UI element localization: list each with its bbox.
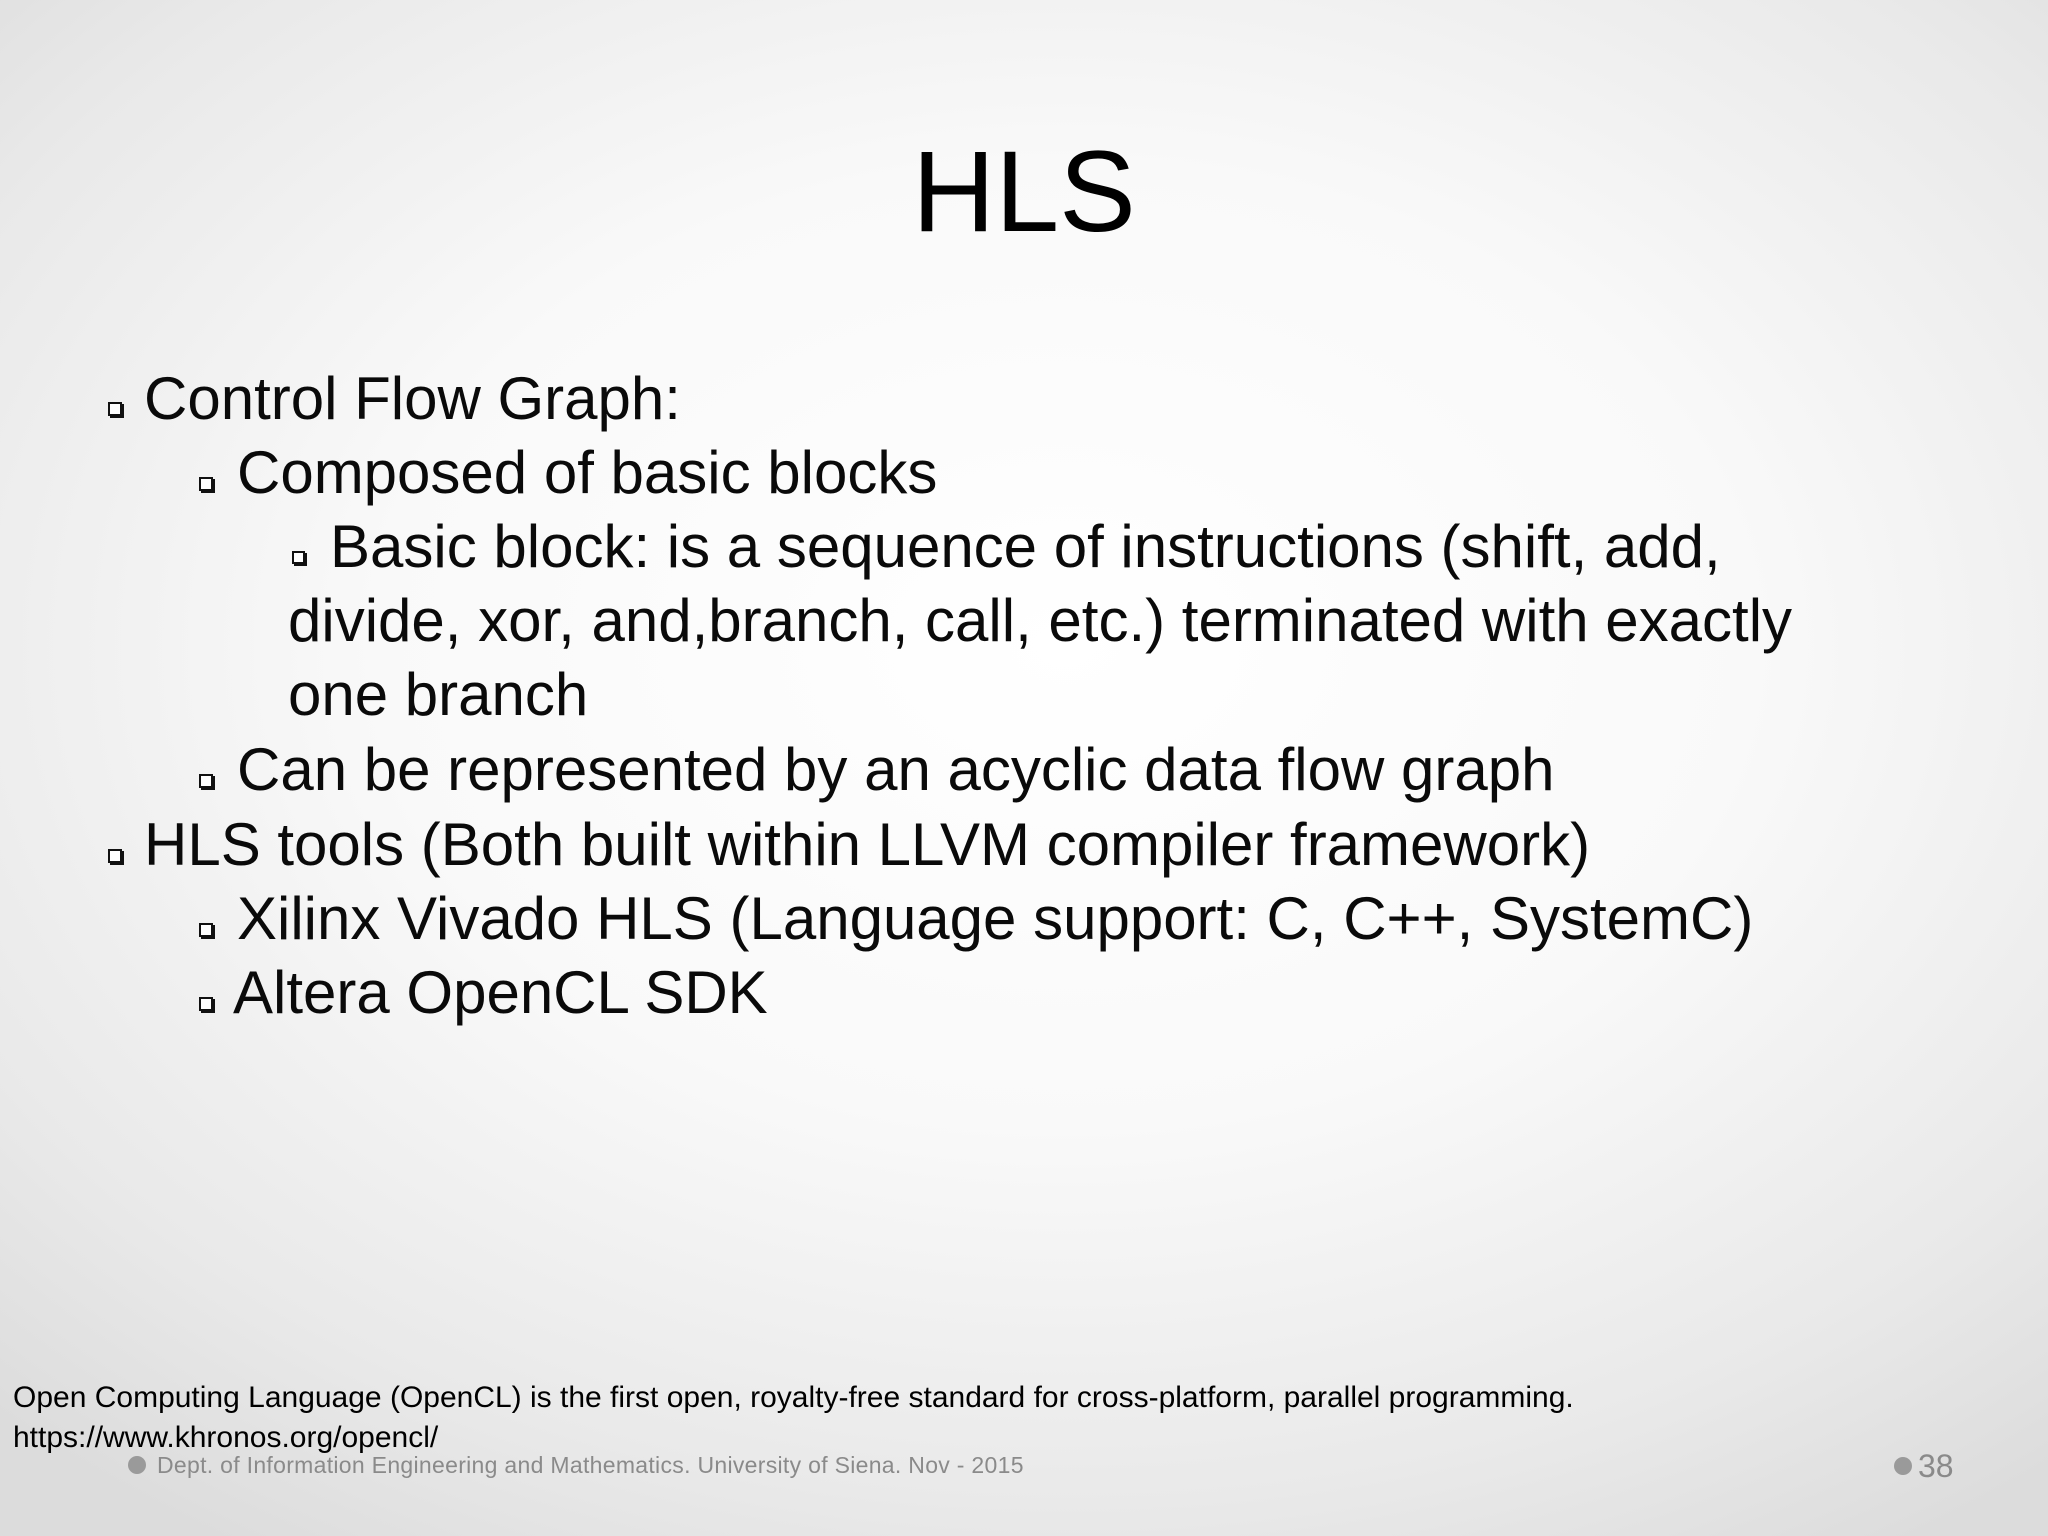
bullet-basic-block-line1: Basic block: is a sequence of instructions (shift, add, bbox=[330, 513, 1721, 580]
bullet-altera-opencl: Altera OpenCL SDK bbox=[233, 959, 768, 1026]
bullet-basic-block-line3: one branch bbox=[288, 661, 589, 728]
slide-footer bbox=[0, 1446, 2048, 1486]
square-bullet-icon bbox=[199, 997, 213, 1011]
footnote-link: https://www.khronos.org/opencl/ bbox=[13, 1421, 439, 1454]
square-bullet-icon bbox=[108, 849, 122, 863]
bullet-xilinx-vivado: Xilinx Vivado HLS (Language support: C, C++, SystemC) bbox=[237, 885, 1754, 952]
bullet-basic-block-line2: divide, xor, and,branch, call, etc.) terminated with exactly bbox=[288, 587, 1793, 654]
circle-dot-icon bbox=[1894, 1457, 1912, 1475]
circle-dot-icon bbox=[128, 1456, 146, 1474]
slide-title: HLS bbox=[912, 128, 1136, 256]
footer-affiliation: Dept. of Information Engineering and Mathematics. University of Siena. Nov - 2015 bbox=[157, 1452, 1024, 1478]
page-number: 38 bbox=[1918, 1448, 1954, 1484]
bullet-hls-tools: HLS tools (Both built within LLVM compiler framework) bbox=[144, 811, 1591, 878]
square-bullet-icon bbox=[199, 774, 213, 788]
bullet-acyclic-dfg: Can be represented by an acyclic data flow graph bbox=[237, 736, 1555, 803]
bullet-control-flow-graph: Control Flow Graph: bbox=[144, 365, 681, 432]
square-bullet-icon bbox=[292, 551, 305, 564]
square-bullet-icon bbox=[199, 477, 213, 491]
square-bullet-icon bbox=[199, 923, 213, 937]
footnote-line1: Open Computing Language (OpenCL) is the first open, royalty-free standard for cross-platform, parallel programming. bbox=[13, 1381, 1574, 1414]
bullet-composed-of-basic-blocks: Composed of basic blocks bbox=[237, 439, 938, 506]
square-bullet-icon bbox=[108, 402, 122, 416]
